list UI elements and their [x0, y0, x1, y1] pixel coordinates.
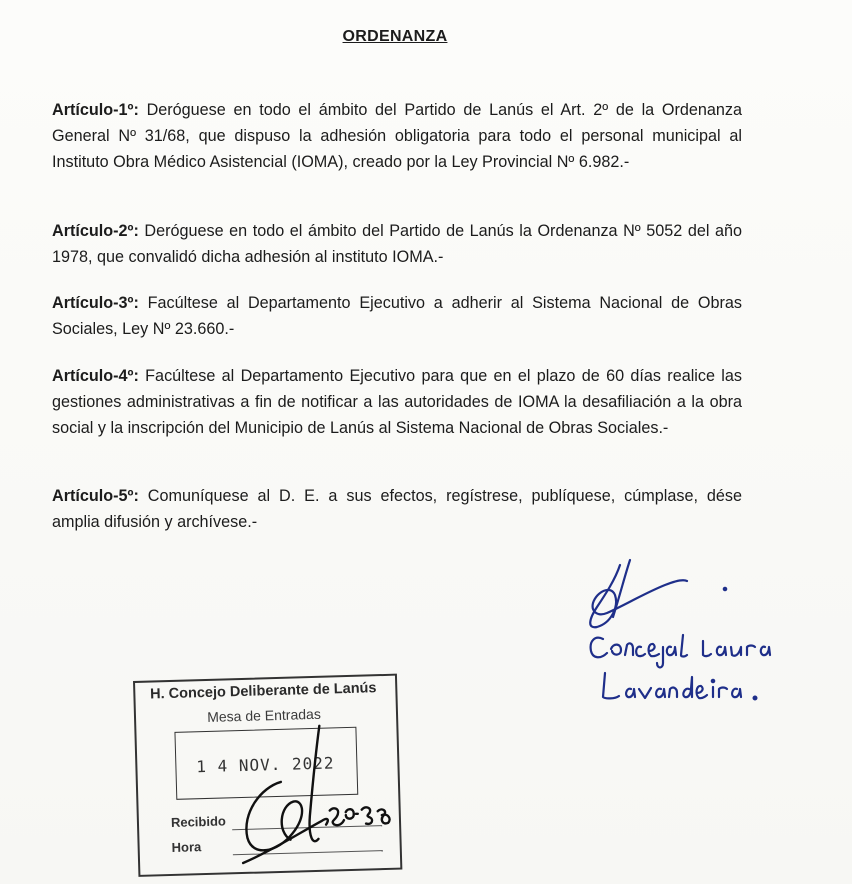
- stamp-handwritten-signature: [219, 718, 413, 873]
- article-1: [52, 97, 742, 175]
- article-5: [52, 483, 742, 535]
- document-title: ORDENANZA: [342, 28, 448, 45]
- article-4: [52, 363, 742, 441]
- article-1-lead: Artículo-1º:: [52, 101, 139, 119]
- stamp-hour-label: Hora: [171, 839, 202, 855]
- stamp-received-label: Recibido: [170, 813, 227, 830]
- article-3: [52, 290, 742, 342]
- signature-drawing: [575, 555, 815, 715]
- stamp-title: H. Concejo Deliberante de Lanús: [149, 680, 377, 703]
- stamp-date: 1 4 NOV. 2022: [196, 753, 335, 777]
- article-5-text: Comuníquese al D. E. a sus efectos, regístrese, publíquese, cúmplase, dése amplia difusión y archívese.-: [52, 487, 742, 531]
- article-4-text: Facúltese al Departamento Ejecutivo para que en el plazo de 60 días realice las gestiones administrativas a fin de notificar a las autoridades de IOMA la desafiliación a la obra social y la inscripción del Municipio de Lanús al Sistema Nacional de Obras Sociales.-: [52, 367, 742, 437]
- article-2-text: Deróguese en todo el ámbito del Partido de Lanús la Ordenanza Nº 5052 del año 1978, que convalidó dicha adhesión al instituto IOMA.-: [52, 222, 742, 266]
- article-4-lead: Artículo-4º:: [52, 367, 139, 385]
- article-2: [52, 218, 742, 270]
- article-1-text: Deróguese en todo el ámbito del Partido de Lanús el Art. 2º de la Ordenanza General Nº 31/68, que dispuso la adhesión obligatoria para todo el personal municipal al Instituto Obra Médico Asistencial (IOMA), creado por la Ley Provincial Nº 6.982.-: [52, 101, 742, 171]
- article-3-lead: Artículo-3º:: [52, 294, 139, 312]
- article-5-lead: Artículo-5º:: [52, 487, 139, 505]
- article-3-text: Facúltese al Departamento Ejecutivo a adherir al Sistema Nacional de Obras Sociales, Ley Nº 23.660.-: [52, 294, 742, 338]
- stamp-subtitle: Mesa de Entradas: [206, 705, 322, 725]
- reception-stamp: [133, 674, 402, 876]
- article-2-lead: Artículo-2º:: [52, 222, 139, 240]
